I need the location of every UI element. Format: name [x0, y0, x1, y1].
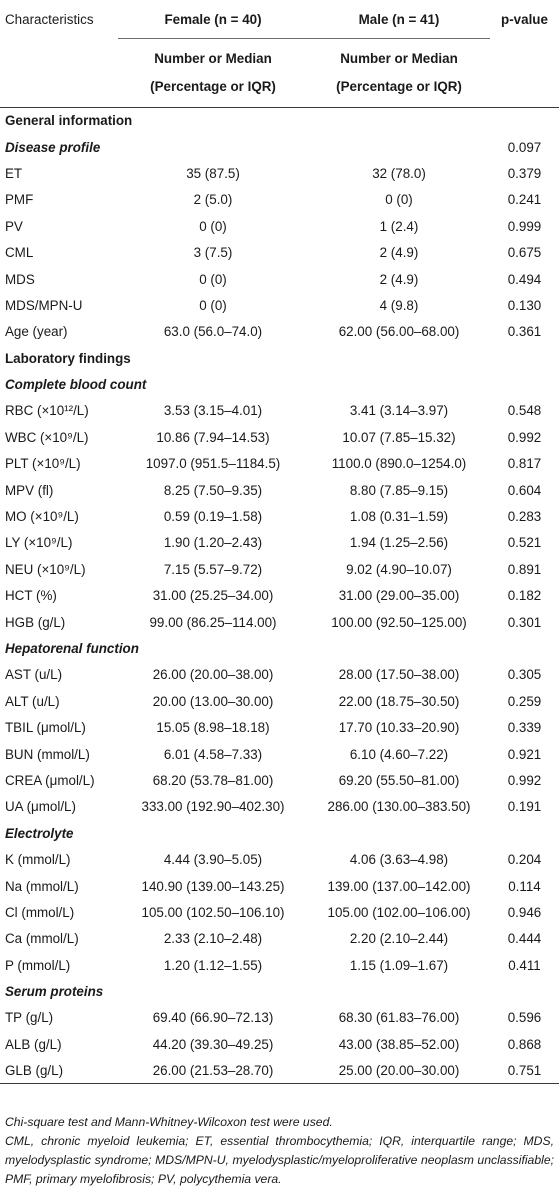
row-label: PMF — [5, 192, 34, 208]
female-value: 6.01 (4.58–7.33) — [163, 746, 263, 762]
table-row — [0, 926, 559, 952]
male-value: 2 (4.9) — [379, 271, 419, 287]
table-row — [0, 846, 559, 872]
table-row — [0, 873, 559, 899]
female-value: 2.33 (2.10–2.48) — [163, 931, 263, 947]
row-label: Cl (mmol/L) — [5, 904, 75, 920]
female-value: 31.00 (25.25–34.00) — [152, 588, 274, 604]
female-value: 35 (87.5) — [186, 165, 240, 181]
male-value: 17.70 (10.33–20.90) — [338, 720, 460, 736]
table-row — [0, 899, 559, 925]
p-value-cell: 0.999 — [507, 218, 542, 234]
p-value-cell: 0.130 — [507, 297, 542, 313]
p-value-cell: 0.548 — [507, 403, 542, 419]
female-value: 7.15 (5.57–9.72) — [163, 561, 263, 577]
male-value: 0 (0) — [385, 192, 413, 208]
p-value-cell: 0.494 — [507, 271, 542, 287]
p-value-cell: 0.283 — [507, 509, 542, 525]
subsection-serum: Serum proteins — [5, 984, 104, 1000]
female-value: 1.20 (1.12–1.55) — [163, 957, 263, 973]
female-value: 63.0 (56.0–74.0) — [163, 324, 263, 340]
male-value: 28.00 (17.50–38.00) — [338, 667, 460, 683]
male-value: 9.02 (4.90–10.07) — [346, 561, 452, 577]
row-label: HGB (g/L) — [5, 614, 66, 630]
table-row — [0, 1058, 559, 1084]
row-label: Na (mmol/L) — [5, 878, 79, 894]
male-value: 1 (2.4) — [379, 218, 419, 234]
p-value-cell: 0.992 — [507, 772, 542, 788]
table-row — [0, 556, 559, 582]
table-row — [0, 952, 559, 978]
row-label: Ca (mmol/L) — [5, 931, 79, 947]
p-value-cell: 0.305 — [507, 667, 542, 683]
row-label: P (mmol/L) — [5, 957, 71, 973]
male-value: 8.80 (7.85–9.15) — [349, 482, 449, 498]
male-value: 4.06 (3.63–4.98) — [349, 852, 449, 868]
male-value: 10.07 (7.85–15.32) — [342, 429, 456, 445]
p-value-cell: 0.191 — [507, 799, 542, 815]
p-value-cell: 0.361 — [507, 324, 542, 340]
row-label: TBIL (μmol/L) — [5, 720, 86, 736]
row-label: BUN (mmol/L) — [5, 746, 90, 762]
subheader-male: Number or Median (Percentage or IQR) — [336, 51, 462, 94]
footnote-abbreviations: CML, chronic myeloid leukemia; ET, essential thrombocythemia; IQR, interquartile range; MDS, myelodysplastic syndrome; MDS/MPN-U, myelodysplastic/myeloproliferative neoplasm unclassifiable; PMF, primary myelofibrosis; PV, polycythemia vera. — [5, 1134, 554, 1186]
table-row — [0, 767, 559, 793]
table-row — [0, 503, 559, 529]
p-value-cell: 0.241 — [507, 192, 542, 208]
table-row — [0, 266, 559, 292]
row-label: ET — [5, 165, 23, 181]
subsection-disease: Disease profile — [5, 139, 101, 155]
subheader-row — [0, 39, 559, 108]
row-label: RBC (×10¹²/L) — [5, 403, 89, 419]
male-value: 1100.0 (890.0–1254.0) — [331, 456, 467, 472]
row-label: PV — [5, 218, 23, 234]
female-value: 3.53 (3.15–4.01) — [163, 403, 263, 419]
p-value-cell: 0.114 — [508, 878, 541, 894]
header-male: Male (n = 41) — [308, 0, 490, 39]
table-row — [0, 714, 559, 740]
table-row — [0, 319, 559, 345]
table-row — [0, 477, 559, 503]
female-value: 1097.0 (951.5–1184.5) — [145, 456, 281, 472]
male-value: 43.00 (38.85–52.00) — [338, 1036, 460, 1052]
female-value: 333.00 (192.90–402.30) — [141, 799, 285, 815]
female-value: 69.40 (66.90–72.13) — [152, 1010, 274, 1026]
female-value: 99.00 (86.25–114.00) — [149, 614, 277, 630]
subsection-electrolyte: Electrolyte — [5, 825, 74, 841]
table-row — [0, 292, 559, 318]
female-value: 4.44 (3.90–5.05) — [163, 852, 263, 868]
subsection-row — [0, 635, 559, 661]
section-row — [0, 345, 559, 371]
table-row — [0, 794, 559, 820]
female-value: 1.90 (1.20–2.43) — [163, 535, 263, 551]
row-label: MO (×10⁹/L) — [5, 509, 79, 525]
row-label: CML — [5, 245, 34, 261]
male-value: 4 (9.8) — [379, 297, 419, 313]
subsection-cbc: Complete blood count — [5, 377, 147, 393]
header-characteristics: Characteristics — [5, 11, 94, 27]
row-label: MDS/MPN-U — [5, 297, 83, 313]
row-label: Age (year) — [5, 324, 68, 340]
table-row — [0, 424, 559, 450]
female-value: 8.25 (7.50–9.35) — [163, 482, 263, 498]
header-row — [0, 0, 559, 39]
female-value: 44.20 (39.30–49.25) — [152, 1036, 274, 1052]
p-value-cell: 0.097 — [507, 139, 542, 155]
row-label: TP (g/L) — [5, 1010, 54, 1026]
female-value: 68.20 (53.78–81.00) — [152, 772, 274, 788]
row-label: LY (×10⁹/L) — [5, 535, 73, 551]
female-value: 26.00 (21.53–28.70) — [152, 1063, 274, 1078]
row-label: MDS — [5, 271, 35, 287]
table-row — [0, 530, 559, 556]
subsection-row — [0, 820, 559, 846]
header-female: Female (n = 40) — [118, 0, 308, 39]
female-value: 10.86 (7.94–14.53) — [156, 429, 270, 445]
male-value: 105.00 (102.00–106.00) — [327, 904, 471, 920]
female-value: 20.00 (13.00–30.00) — [152, 693, 274, 709]
row-label: NEU (×10⁹/L) — [5, 561, 86, 577]
female-value: 26.00 (20.00–38.00) — [152, 667, 274, 683]
male-value: 62.00 (56.00–68.00) — [338, 324, 460, 340]
male-value: 286.00 (130.00–383.50) — [327, 799, 471, 815]
p-value-cell: 0.444 — [507, 931, 542, 947]
male-value: 139.00 (137.00–142.00) — [327, 878, 471, 894]
female-value: 0 (0) — [199, 218, 227, 234]
male-value: 6.10 (4.60–7.22) — [349, 746, 449, 762]
table-row — [0, 239, 559, 265]
table-row — [0, 583, 559, 609]
footnote-tests: Chi-square test and Mann-Whitney-Wilcoxon test were used. — [5, 1115, 333, 1129]
p-value-cell: 0.604 — [507, 482, 542, 498]
table-footnotes — [5, 1113, 554, 1189]
section-general: General information — [5, 113, 133, 129]
table-row — [0, 662, 559, 688]
subsection-hepatorenal: Hepatorenal function — [5, 641, 139, 656]
subsection-row — [0, 371, 559, 397]
p-value-cell: 0.817 — [507, 456, 542, 472]
female-value: 2 (5.0) — [193, 192, 233, 208]
p-value-cell: 0.339 — [507, 720, 542, 736]
table-row — [0, 609, 559, 635]
subheader-female: Number or Median (Percentage or IQR) — [150, 51, 276, 94]
subsection-row — [0, 978, 559, 1004]
table-row — [0, 398, 559, 424]
row-label: K (mmol/L) — [5, 852, 71, 868]
male-value: 69.20 (55.50–81.00) — [338, 772, 460, 788]
female-value: 15.05 (8.98–18.18) — [156, 720, 270, 736]
table-row — [0, 160, 559, 186]
female-value: 0 (0) — [199, 297, 227, 313]
male-value: 32 (78.0) — [372, 165, 426, 181]
table-row — [0, 1005, 559, 1031]
row-label: GLB (g/L) — [5, 1063, 64, 1078]
row-label: PLT (×10⁹/L) — [5, 456, 81, 472]
male-value: 1.15 (1.09–1.67) — [349, 957, 449, 973]
male-value: 2.20 (2.10–2.44) — [349, 931, 449, 947]
table-row — [0, 187, 559, 213]
male-value: 25.00 (20.00–30.00) — [338, 1063, 460, 1078]
row-label: HCT (%) — [5, 588, 57, 604]
table-row — [0, 451, 559, 477]
p-value-cell: 0.868 — [507, 1036, 542, 1052]
row-label: CREA (μmol/L) — [5, 772, 95, 788]
female-value: 140.90 (139.00–143.25) — [141, 878, 285, 894]
p-value-cell: 0.891 — [507, 561, 542, 577]
female-value: 0 (0) — [199, 271, 227, 287]
p-value-cell: 0.182 — [507, 588, 542, 604]
p-value-cell: 0.596 — [507, 1010, 542, 1026]
row-label: WBC (×10⁹/L) — [5, 429, 89, 445]
male-value: 68.30 (61.83–76.00) — [338, 1010, 460, 1026]
table-row — [0, 213, 559, 239]
male-value: 31.00 (29.00–35.00) — [338, 588, 460, 604]
p-value-cell: 0.411 — [508, 957, 541, 973]
male-value: 100.00 (92.50–125.00) — [331, 614, 467, 630]
p-value-cell: 0.921 — [507, 746, 542, 762]
p-value-cell: 0.675 — [507, 245, 542, 261]
male-value: 1.94 (1.25–2.56) — [349, 535, 449, 551]
p-value-cell: 0.259 — [507, 693, 542, 709]
male-value: 1.08 (0.31–1.59) — [349, 509, 449, 525]
female-value: 0.59 (0.19–1.58) — [163, 509, 263, 525]
table-row — [0, 741, 559, 767]
table-row — [0, 1031, 559, 1057]
male-value: 2 (4.9) — [379, 245, 419, 261]
p-value-cell: 0.301 — [507, 614, 542, 630]
female-value: 3 (7.5) — [193, 245, 233, 261]
section-row — [0, 108, 559, 134]
p-value-cell: 0.379 — [507, 165, 542, 181]
subsection-row — [0, 134, 559, 160]
table-row — [0, 688, 559, 714]
header-pvalue: p-value — [501, 11, 548, 27]
p-value-cell: 0.992 — [507, 429, 542, 445]
row-label: ALB (g/L) — [5, 1036, 62, 1052]
p-value-cell: 0.204 — [507, 852, 542, 868]
p-value-cell: 0.946 — [507, 904, 542, 920]
row-label: ALT (u/L) — [5, 693, 60, 709]
male-value: 3.41 (3.14–3.97) — [349, 403, 449, 419]
p-value-cell: 0.521 — [507, 535, 542, 551]
p-value-cell: 0.751 — [507, 1063, 542, 1078]
row-label: MPV (fl) — [5, 482, 54, 498]
row-label: UA (μmol/L) — [5, 799, 76, 815]
section-lab: Laboratory findings — [5, 350, 131, 366]
male-value: 22.00 (18.75–30.50) — [338, 693, 460, 709]
row-label: AST (u/L) — [5, 667, 63, 683]
female-value: 105.00 (102.50–106.10) — [141, 904, 285, 920]
